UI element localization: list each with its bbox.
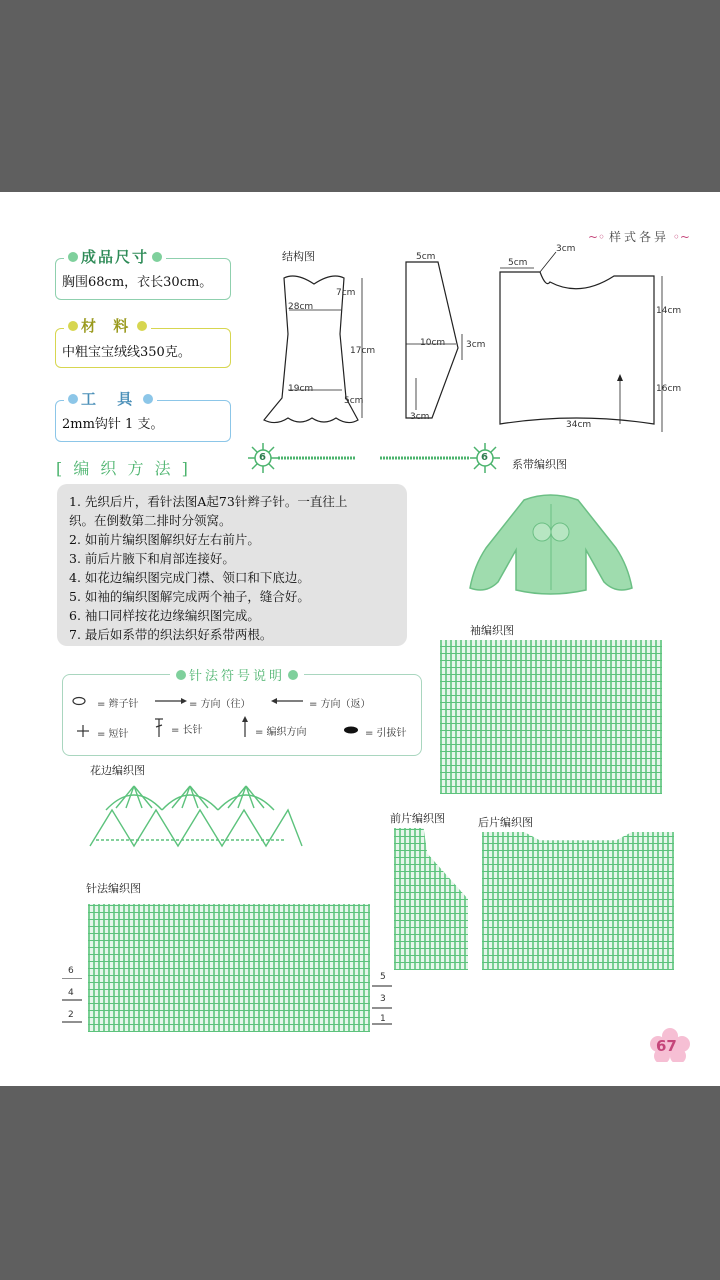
size-title: 成品尺寸 bbox=[64, 246, 166, 267]
tie-title: 系带编织图 bbox=[512, 458, 567, 471]
tie-number-left: 6 bbox=[259, 452, 266, 463]
step-line: 5. 如袖的编织图解完成两个袖子，缝合好。 bbox=[69, 589, 310, 604]
tie-number-right: 6 bbox=[481, 452, 488, 463]
symbol-legend bbox=[62, 674, 422, 756]
step-line: 1. 先织后片，看针法图A起73针辫子针。一直往上 bbox=[69, 494, 348, 509]
legend-chain: = 辫子针 bbox=[97, 699, 139, 710]
step-line: 3. 前后片腋下和肩部连接好。 bbox=[69, 551, 235, 566]
lace-chart bbox=[86, 780, 306, 850]
row-arrows bbox=[60, 978, 400, 1028]
flower-icon bbox=[137, 321, 147, 331]
symbol-legend-title: 针法符号说明 bbox=[170, 665, 304, 684]
sleeve-dim-width: 10cm bbox=[420, 338, 446, 348]
row-left-4: 4 bbox=[68, 988, 74, 998]
stitch-chart-title: 针法编织图 bbox=[86, 882, 141, 895]
back-dim-lower: 16cm bbox=[656, 384, 682, 394]
body-dim-chest: 28cm bbox=[288, 302, 314, 312]
tie-diagram bbox=[244, 438, 504, 478]
material-value: 中粗宝宝绒线350克。 bbox=[62, 345, 191, 360]
step-line: 织。在倒数第二排时分领窝。 bbox=[69, 513, 232, 528]
step-line: 4. 如花边编织图完成门襟、领口和下底边。 bbox=[69, 570, 310, 585]
front-chart bbox=[394, 828, 468, 970]
flower-icon bbox=[68, 252, 78, 262]
material-title: 材 料 bbox=[64, 315, 151, 336]
flower-icon bbox=[68, 321, 78, 331]
row-left-6: 6 bbox=[68, 966, 74, 976]
back-dim-shoulder: 5cm bbox=[508, 258, 528, 268]
front-chart-title: 前片编织图 bbox=[390, 812, 445, 825]
tools-value: 2mm钩针 1 支。 bbox=[62, 417, 164, 432]
back-dim-width: 34cm bbox=[566, 420, 592, 430]
legend-symbols bbox=[63, 675, 421, 755]
legend-forward: = 方向（往） bbox=[189, 699, 251, 710]
step-line: 7. 最后如系带的织法织好系带两根。 bbox=[69, 627, 273, 642]
body-dim-length: 17cm bbox=[350, 346, 376, 356]
method-title: [ 编 织 方 法 ] bbox=[56, 459, 191, 478]
sleeve-chart-title: 袖编织图 bbox=[470, 624, 514, 637]
legend-direction: = 编织方向 bbox=[255, 727, 307, 738]
back-dim-neck: 3cm bbox=[556, 244, 576, 254]
row-right-5: 5 bbox=[380, 972, 386, 982]
flower-icon bbox=[143, 394, 153, 404]
structure-diagram bbox=[244, 248, 714, 458]
step-line: 2. 如前片编织图解织好左右前片。 bbox=[69, 532, 260, 547]
row-right-1: 1 bbox=[380, 1014, 386, 1024]
body-dim-waist: 19cm bbox=[288, 384, 314, 394]
sleeve-chart bbox=[440, 640, 662, 794]
legend-dc: = 长针 bbox=[171, 725, 203, 736]
method-steps bbox=[57, 484, 407, 646]
size-value: 胸围68cm，衣长30cm。 bbox=[62, 275, 213, 290]
flower-icon bbox=[152, 252, 162, 262]
flower-icon bbox=[68, 394, 78, 404]
flower-icon bbox=[176, 670, 186, 680]
lace-chart-title: 花边编织图 bbox=[90, 764, 145, 777]
sleeve-dim-top: 5cm bbox=[416, 252, 436, 262]
back-chart-title: 后片编织图 bbox=[478, 816, 533, 829]
sleeve-dim-side: 3cm bbox=[466, 340, 486, 350]
body-dim-top: 7cm bbox=[336, 288, 356, 298]
row-right-3: 3 bbox=[380, 994, 386, 1004]
sweater-image bbox=[466, 490, 636, 602]
tools-title: 工 具 bbox=[64, 388, 157, 409]
sleeve-dim-bottom: 3cm bbox=[410, 412, 430, 422]
page-number: 67 bbox=[656, 1037, 677, 1055]
row-left-2: 2 bbox=[68, 1010, 74, 1020]
step-line: 6. 袖口同样按花边缘编织图完成。 bbox=[69, 608, 260, 623]
legend-slip: = 引拔针 bbox=[365, 728, 407, 739]
back-chart bbox=[482, 832, 674, 970]
legend-back: = 方向（返） bbox=[309, 699, 371, 710]
body-dim-hem: 5cm bbox=[344, 396, 364, 406]
series-title: ~◦ 样式各异 ◦~ bbox=[588, 230, 690, 244]
legend-sc: = 短针 bbox=[97, 729, 129, 740]
book-page bbox=[0, 192, 720, 1086]
structure-title: 结构图 bbox=[282, 250, 315, 263]
back-dim-upper: 14cm bbox=[656, 306, 682, 316]
flower-icon bbox=[288, 670, 298, 680]
